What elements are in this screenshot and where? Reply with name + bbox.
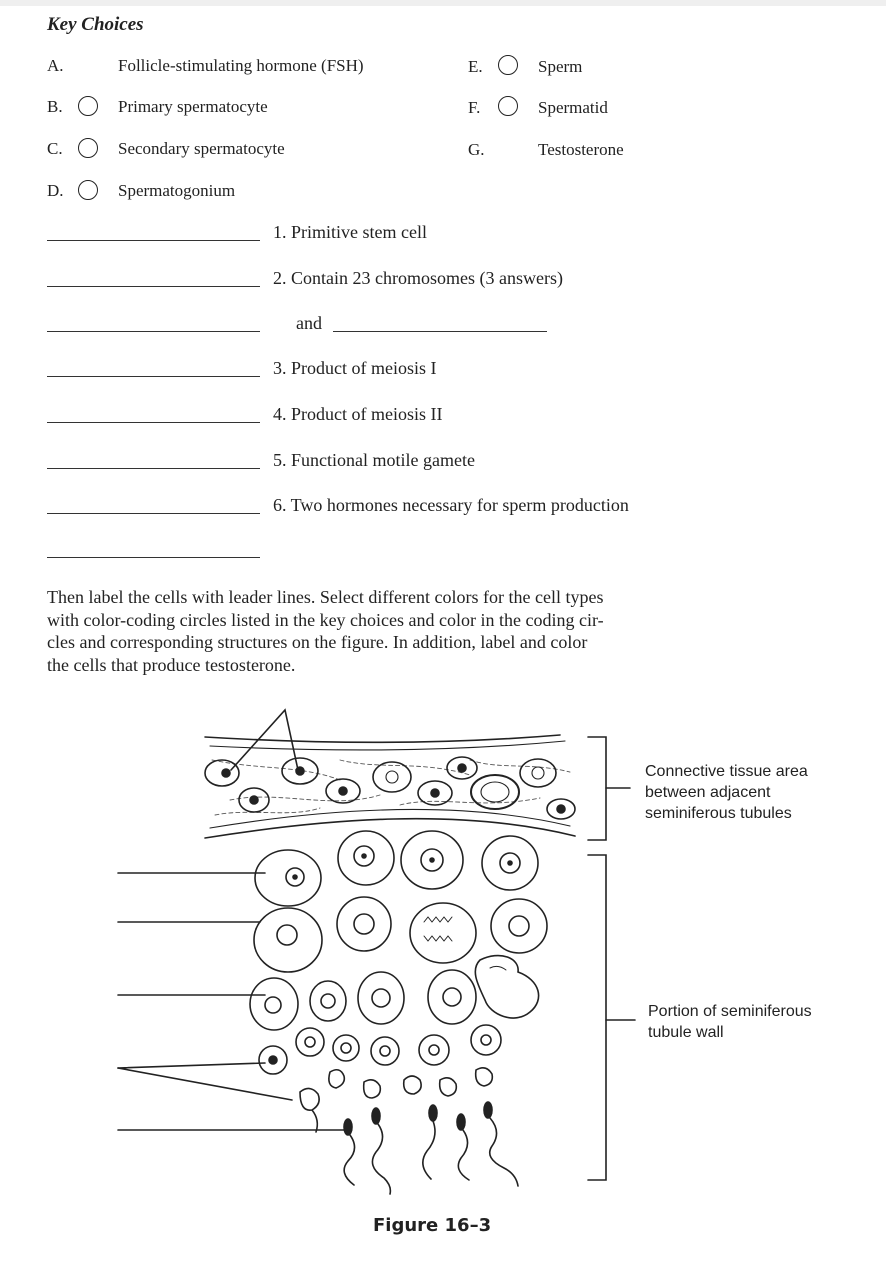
instruction-line: cles and corresponding structures on the figure. In addition, label and color [47,632,588,652]
answer-blank-3[interactable] [47,376,260,377]
label-line: between adjacent [645,784,771,801]
label-line: tubule wall [648,1024,724,1041]
key-choices-title: Key Choices [47,14,144,35]
cell-row-4 [259,1025,501,1074]
key-label: Follicle-stimulating hormone (FSH) [118,56,364,75]
cell-row-2 [254,897,547,972]
cell-row-1 [255,831,538,906]
sperm [344,1102,518,1194]
question-5: 5. Functional motile gamete [273,450,475,470]
label-line: Connective tissue area [645,763,808,780]
question-1: 1. Primitive stem cell [273,222,427,242]
label-line: seminiferous tubules [645,805,792,822]
question-4: 4. Product of meiosis II [273,404,443,424]
answer-blank-2b[interactable] [47,331,260,332]
answer-blank-5[interactable] [47,468,260,469]
key-letter: A. [47,56,64,75]
key-letter: F. [468,98,481,117]
question-3: 3. Product of meiosis I [273,358,437,378]
key-label: Primary spermatocyte [118,97,268,116]
question-6: 6. Two hormones necessary for sperm production [273,495,629,515]
answer-blank-1[interactable] [47,240,260,241]
key-label: Sperm [538,57,583,76]
label-connective-tissue [645,761,808,824]
key-letter: C. [47,139,63,158]
bracket-connective [588,737,606,840]
connective-bottom-line [205,819,575,838]
figure-caption: Figure 16–3 [373,1215,492,1236]
instruction-line: the cells that produce testosterone. [47,654,296,675]
answer-blank-6b[interactable] [47,557,260,558]
key-label: Secondary spermatocyte [118,139,285,158]
instructions-paragraph [47,586,727,676]
answer-blank-2c[interactable] [333,331,547,332]
page-top-strip [0,0,886,6]
answer-blank-6a[interactable] [47,513,260,514]
color-coding-circle[interactable] [78,180,98,200]
answer-blank-4[interactable] [47,422,260,423]
key-letter: E. [468,57,483,76]
cell-row-3 [250,956,539,1030]
key-label: Testosterone [538,140,624,159]
key-label: Spermatid [538,98,608,117]
color-coding-circle[interactable] [78,138,98,158]
question-2-and: and [296,313,322,333]
label-tubule-wall [648,1001,812,1043]
answer-blank-2a[interactable] [47,286,260,287]
color-coding-circle[interactable] [498,55,518,75]
label-line: Portion of seminiferous [648,1003,812,1020]
key-letter: D. [47,181,64,200]
color-coding-circle[interactable] [498,96,518,116]
color-coding-circle[interactable] [78,96,98,116]
key-letter: B. [47,97,63,116]
instruction-line: Then label the cells with leader lines. Select different colors for the cell types [47,587,604,607]
bracket-tubule-wall [588,855,606,1180]
key-label: Spermatogonium [118,181,236,200]
key-letter: G. [468,140,485,159]
question-2: 2. Contain 23 chromosomes (3 answers) [273,268,563,288]
leader-line-4a [118,1063,265,1068]
instruction-line: with color-coding circles listed in the key choices and color in the coding cir- [47,609,604,630]
